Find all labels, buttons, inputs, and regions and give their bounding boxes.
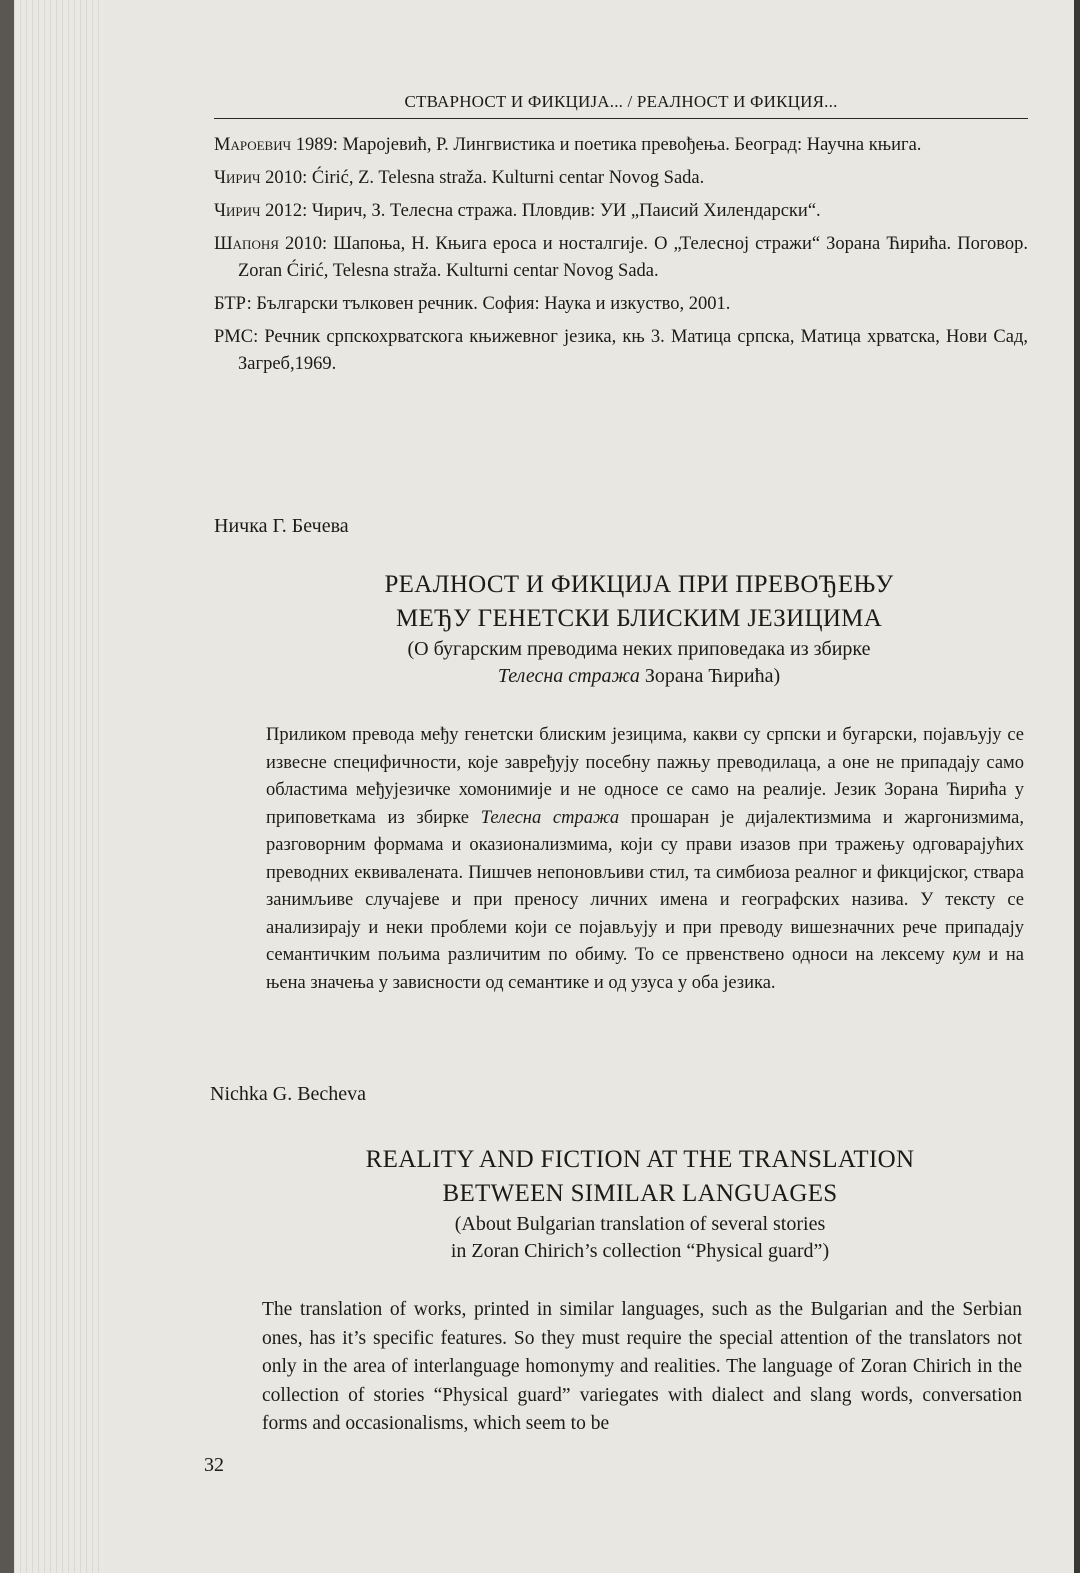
reference-key: БТР: [214, 294, 247, 314]
reference-text: 2010: Ćirić, Z. Telesna straža. Kulturni centar Novog Sada.: [260, 168, 705, 188]
serbian-subtitle: (О бугарским преводима неких приповедака из збирке: [407, 638, 871, 660]
serbian-abstract: [266, 722, 1024, 997]
abstract-text: Приликом превода међу генетски блиским језицима, какви су српски и бугарски, појављују се извесне специфичности, које заврeђују посебну пажњу преводилаца, а оне не припадају само областима међујезичке хомонимије и не односе се само на реалије. Језик Зорана Ћирића у приповеткама из збирке: [266, 725, 1024, 828]
reference-key: РМС: [214, 327, 254, 347]
serbian-subtitle-italic: Телесна стража: [497, 665, 640, 687]
english-title-block: [250, 1143, 1030, 1265]
serbian-author: Ничка Г. Бечева: [214, 515, 349, 537]
reference-item: [214, 198, 1028, 225]
page-number: 32: [204, 1454, 224, 1476]
scan-border: [1074, 0, 1080, 1573]
serbian-title-line: МЕЂУ ГЕНЕТСКИ БЛИСКИМ ЈЕЗИЦИМА: [395, 605, 883, 632]
reference-item: [214, 132, 1028, 159]
serbian-title-line: РЕАЛНОСТ И ФИКЦИЈА ПРИ ПРЕВОЂЕЊУ: [384, 571, 894, 598]
english-subtitle: (About Bulgarian translation of several stories: [454, 1213, 826, 1235]
english-subtitle: in Zoran Chirich’s collection “Physical guard”): [450, 1240, 830, 1262]
page-edges: [14, 0, 104, 1573]
english-title-line: BETWEEN SIMILAR LANGUAGES: [442, 1180, 838, 1207]
reference-text: 2012: Чирич, З. Телесна стража. Пловдив: УИ „Паисий Хилендарски“.: [260, 201, 821, 221]
reference-item: [214, 231, 1028, 285]
abstract-text: прошаран је дијалектизмима и жаргонизмима, разговорним формама и оказионализмима, који су прави изазов при тражењу одговарајућих преводних еквивалената. Пишчев непоновљиви стил, та симбиоза реалног и фикцијског, ствара занимљиве случајеве и при преносу личних имена и географских назива. У тексту се анализирају и неки проблеми који се појављују и при преводу вишезначних рече припадају семантичким пољима различитим по обиму. То се првенствено односи на лексему: [266, 807, 1025, 965]
english-abstract-paragraph: The translation of works, printed in similar languages, such as the Bulgarian and the Serbian ones, has it’s specific features. So they must require the special attention of the translators not only in the area of interlanguage homonymy and realities. The language of Zoran Chirich in the collection of stories “Physical guard” variegates with dialect and slang words, conversation forms and occasionalisms, which seem to be: [262, 1299, 1022, 1434]
reference-item: [214, 291, 1028, 318]
abstract-text: и на њена значења у зависности од семантике и од узуса у оба језика.: [266, 945, 1025, 993]
reference-item: [214, 324, 1028, 378]
english-author: Nichka G. Becheva: [210, 1083, 367, 1105]
abstract-italic: Телесна стража: [480, 807, 620, 828]
serbian-title-block: [250, 568, 1028, 690]
reference-text: 1989: Маројевић, Р. Лингвистика и поетика превођења. Београд: Научна књига.: [291, 135, 922, 155]
reference-key: Шапоня: [214, 234, 279, 254]
running-header: СТВАРНОСТ И ФИКЦИЈА... / РЕАЛНОСТ И ФИКЦИЯ...: [214, 92, 1028, 119]
reference-list: [214, 132, 1028, 384]
reference-key: Мароевич: [214, 135, 292, 155]
reference-text: : Речник српскохрватскога књижевног језика, књ 3. Матица српска, Матица хрватска, Нови Сад, Загреб,1969.: [238, 327, 1028, 374]
reference-item: [214, 165, 1028, 192]
abstract-italic: кум: [952, 945, 981, 965]
english-title-line: REALITY AND FICTION AT THE TRANSLATION: [365, 1146, 915, 1173]
reference-text: : Български тълковен речник. София: Наука и изкуство, 2001.: [246, 294, 731, 314]
reference-key: Чирич: [214, 201, 261, 221]
serbian-subtitle-rest: Зорана Ћирића): [639, 665, 781, 687]
reference-key: Чирич: [214, 168, 261, 188]
english-abstract: [262, 1296, 1022, 1439]
serbian-subtitle: [250, 663, 1028, 690]
reference-text: 2010: Шапоња, Н. Књига ероса и носталгије. О „Телесној стражи“ Зорана Ћирића. Поговор. Zoran Ćirić, Telesna straža. Kulturni centar Novog Sada.: [238, 234, 1028, 281]
serbian-abstract-paragraph: [266, 722, 1024, 997]
